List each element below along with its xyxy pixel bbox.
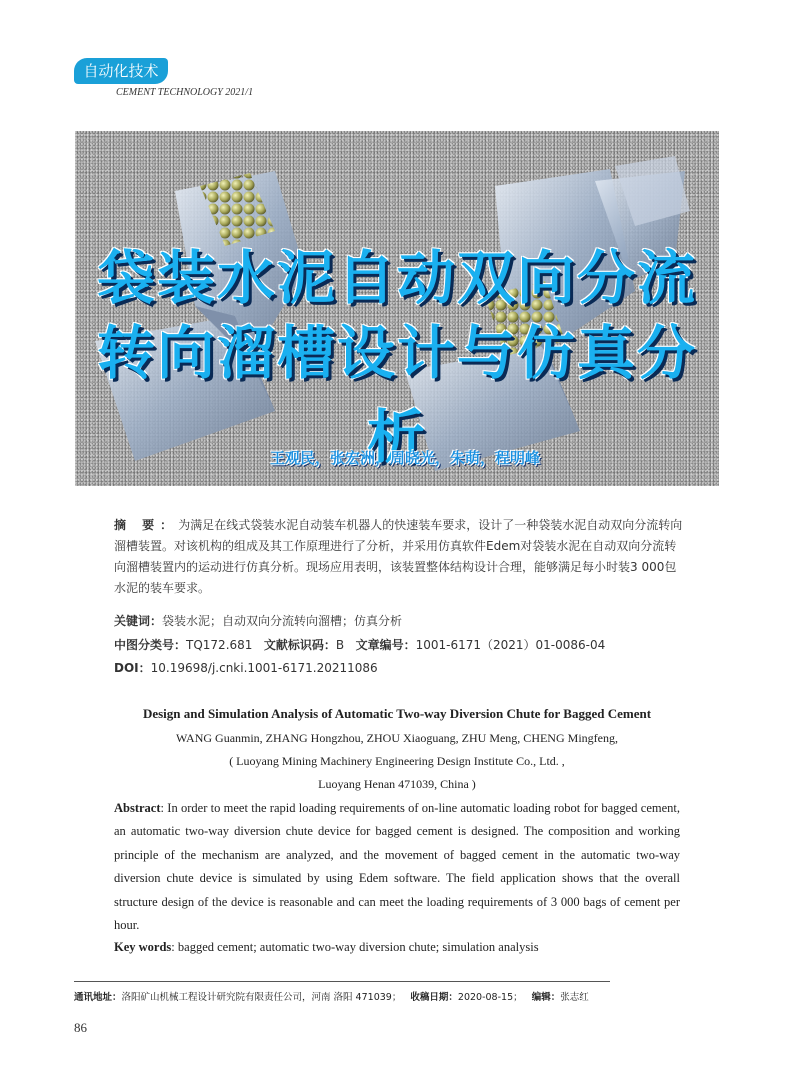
doc-code-value: B xyxy=(335,638,345,652)
received-date: 2020-08-15； xyxy=(457,992,523,1003)
english-abstract-label: Abstract xyxy=(114,801,161,815)
received-label: 收稿日期： xyxy=(410,992,458,1003)
english-keywords-label: Key words xyxy=(114,940,172,954)
english-abstract xyxy=(114,797,680,937)
banner-title-line1: 袋装水泥自动双向分流 xyxy=(96,244,697,312)
abstract-zh-label: 摘 要： xyxy=(114,518,179,532)
editor-label: 编辑： xyxy=(531,992,561,1003)
doc-code-label: 文献标识码： xyxy=(263,638,336,652)
abstract-zh-text: 为满足在线式袋装水泥自动装车机器人的快速装车要求，设计了一种袋装水泥自动双向分流转向溜槽装置。对该机构的组成及其工作原理进行了分析，并采用仿真软件Edem对袋装水泥在自动双向分流转向溜槽装置内的运动进行仿真分析。现场应用表明，该装置整体结构设计合理，能够满足每小时装3 000包水泥的装车要求。 xyxy=(114,518,683,595)
doi-label: DOI： xyxy=(114,661,151,675)
clc-value: TQ172.681 xyxy=(186,638,253,652)
title-banner xyxy=(75,131,719,486)
editor-name: 张志红 xyxy=(560,992,589,1003)
chinese-abstract xyxy=(114,515,686,599)
english-affiliation-line1: ( Luoyang Mining Machinery Engineering Design Institute Co., Ltd. , xyxy=(229,754,565,768)
classification-line xyxy=(114,636,605,653)
english-affiliation-line2: Luoyang Henan 471039, China ) xyxy=(318,777,476,791)
address-label: 通讯地址： xyxy=(74,992,122,1003)
page-number: 86 xyxy=(74,1020,87,1035)
address-text: 洛阳矿山机械工程设计研究院有限责任公司，河南 洛阳 471039； xyxy=(121,992,402,1003)
keywords-zh-text: 袋装水泥；自动双向分流转向溜槽；仿真分析 xyxy=(162,614,403,628)
english-authors: WANG Guanmin, ZHANG Hongzhou, ZHOU Xiaoguang, ZHU Meng, CHENG Mingfeng, xyxy=(176,731,618,745)
english-keywords-text: : bagged cement; automatic two-way diversion chute; simulation analysis xyxy=(171,940,539,954)
footnote xyxy=(74,989,589,1003)
footnote-divider xyxy=(74,981,610,982)
doi-value: 10.19698/j.cnki.1001-6171.20211086 xyxy=(150,661,378,675)
banner-authors: 王观民，张宏洲，周晓光，朱萌，程明峰 xyxy=(270,449,541,467)
section-tag: 自动化技术 xyxy=(74,58,168,84)
article-number-value: 1001-6171（2021）01-0086-04 xyxy=(415,638,606,652)
english-keywords xyxy=(114,940,539,955)
article-number-label: 文章编号： xyxy=(355,638,416,652)
doi-line xyxy=(114,659,378,676)
keywords-zh-label: 关键词： xyxy=(114,614,163,628)
clc-label: 中图分类号： xyxy=(114,638,187,652)
journal-running-header: CEMENT TECHNOLOGY 2021/1 xyxy=(116,87,254,98)
banner-title-line2: 转向溜槽设计与仿真分析 xyxy=(96,319,697,471)
keywords-zh xyxy=(114,612,402,629)
english-abstract-text: : In order to meet the rapid loading requirements of on-line automatic loading robot for bagged cement, an automatic two-way diversion chute device for bagged cement is designed. The composition and working principle of the mechanism are analyzed, and the movement of bagged cement in the automatic two-way diversion chute device is simulated by using Edem software. The field application shows that the overall structure design of the device is reasonable and can meet the loading requirements of 3 000 bags of cement per hour. xyxy=(114,801,680,933)
english-title: Design and Simulation Analysis of Automatic Two-way Diversion Chute for Bagged Cement xyxy=(142,706,652,721)
